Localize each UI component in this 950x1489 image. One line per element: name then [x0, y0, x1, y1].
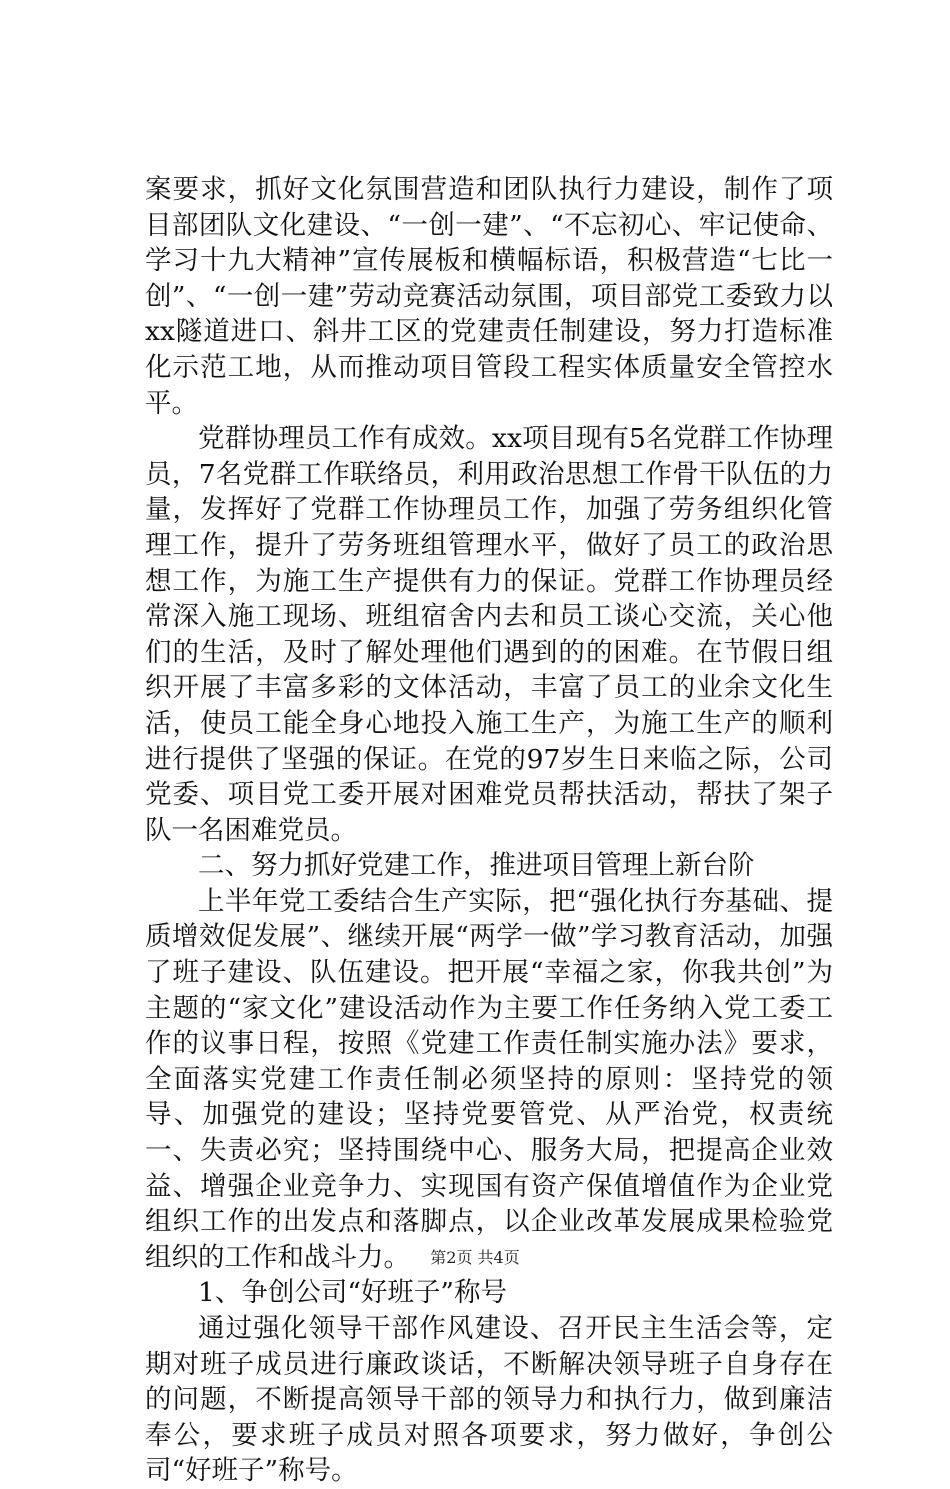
- document-body: [145, 172, 833, 1489]
- page-number-footer: 第2页 共4页: [430, 1248, 520, 1267]
- section-heading-party-building: 二、努力抓好党建工作，推进项目管理上新台阶: [198, 850, 755, 882]
- paragraph-continuation: 案要求，抓好文化氛围营造和团队执行力建设，制作了项目部团队文化建设、“一创一建”、“不忘初心、牢记使命、学习十九大精神”宣传展板和横幅标语，积极营造“七比一创”、“一创一建”劳动竞赛活动氛围，项目部党工委致力以xx隧道进口、斜井工区的党建责任制建设，努力打造标准化示范工地，从而推动项目管段工程实体质量安全管控水平。: [145, 174, 833, 419]
- paragraph-party-committee: 上半年党工委结合生产实际，把“强化执行夯基础、提质增效促发展”、继续开展“两学一做”学习教育活动，加强了班子建设、队伍建设。把开展“幸福之家，你我共创”为主题的“家文化”建设活动作为主要工作任务纳入党工委工作的议事日程，按照《党建工作责任制实施办法》要求，全面落实党建工作责任制必须坚持的原则：坚持党的领导、加强党的建设；坚持党要管党、从严治党，权责统一、失责必究；坚持围绕中心、服务大局，把提高企业效益、增强企业竞争力、实现国有资产保值增值作为企业党组织工作的出发点和落脚点，以企业改革发展成果检验党组织的工作和战斗力。: [145, 885, 833, 1273]
- paragraph-good-team: 通过强化领导干部作风建设、召开民主生活会等，定期对班子成员进行廉政谈话，不断解决领导班子自身存在的问题，不断提高领导干部的领导力和执行力，做到廉洁奉公，要求班子成员对照各项要求，努力做好，争创公司“好班子”称号。: [145, 1313, 833, 1487]
- subsection-heading-good-team: 1、争创公司“好班子”称号: [198, 1277, 507, 1309]
- paragraph-coordinator-work: 党群协理员工作有成效。xx项目现有5名党群工作协理员，7名党群工作联络员，利用政治思想工作骨干队伍的力量，发挥好了党群工作协理员工作，加强了劳务组织化管理工作，提升了劳务班组管理水平，做好了员工的政治思想工作，为施工生产提供有力的保证。党群工作协理员经常深入施工现场、班组宿舍内去和员工谈心交流，关心他们的生活，及时了解处理他们遇到的的困难。在节假日组织开展了丰富多彩的文体活动，丰富了员工的业余文化生活，使员工能全身心地投入施工生产，为施工生产的顺利进行提供了坚强的保证。在党的97岁生日来临之际，公司党委、项目党工委开展对困难党员帮扶活动，帮扶了架子队一名困难党员。: [145, 423, 833, 846]
